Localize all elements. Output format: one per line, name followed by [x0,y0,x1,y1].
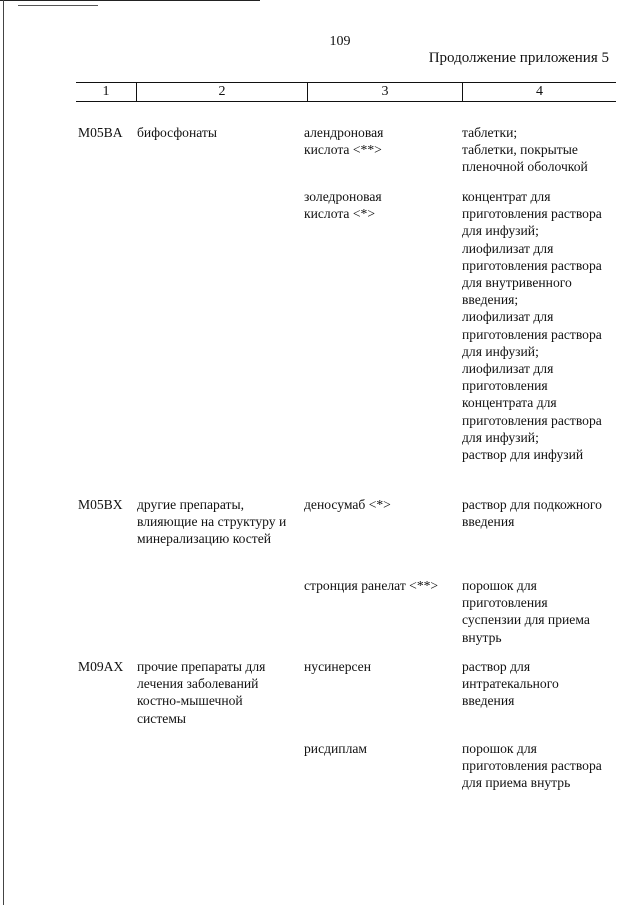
atc-code: M05BX [78,497,123,512]
dosage-forms: концентрат для приготовления раствора для инфузий; лиофилизат для приготовления раствора для внутривенного введения; лиофилизат для приготовления раствора для инфузий; лиофилизат для приготовления концентрата для приготовления раствора для инфузий; раствор для инфузий [462,189,602,463]
dosage-forms: порошок для приготовления раствора для приема внутрь [462,741,602,791]
appendix-label: Продолжение приложения 5 [428,50,609,66]
dosage-forms: раствор для подкожного введения [462,497,602,530]
drug-name: деносумаб <*> [304,497,391,512]
scan-edge-top-dash [18,5,98,6]
drug-group: другие препараты, влияющие на структуру и минерализацию костей [137,497,287,547]
page-number: 109 [329,34,351,49]
atc-code: M09AX [78,659,124,674]
scan-edge-top [0,0,260,1]
dosage-forms: раствор для интратекального введения [462,659,559,709]
header-col-1: 1 [102,84,110,99]
header-col-4: 4 [536,84,543,99]
drug-name: рисдиплам [304,741,367,756]
dosage-forms: порошок для приготовления суспензии для приема внутрь [462,578,590,645]
table-header [76,82,616,102]
atc-code: M05BA [78,125,123,140]
drug-group: бифосфонаты [137,125,217,140]
scan-edge-left [3,0,4,905]
drug-name: золедроновая кислота <*> [304,189,382,222]
drug-name: нусинерсен [304,659,371,674]
header-col-2: 2 [218,84,226,99]
drug-name: стронция ранелат <**> [304,578,439,593]
dosage-forms: таблетки; таблетки, покрытые пленочной оболочкой [462,125,588,175]
header-col-3: 3 [381,84,389,99]
drug-name: алендроновая кислота <**> [304,125,384,158]
drug-group: прочие препараты для лечения заболеваний костно-мышечной системы [137,659,266,726]
